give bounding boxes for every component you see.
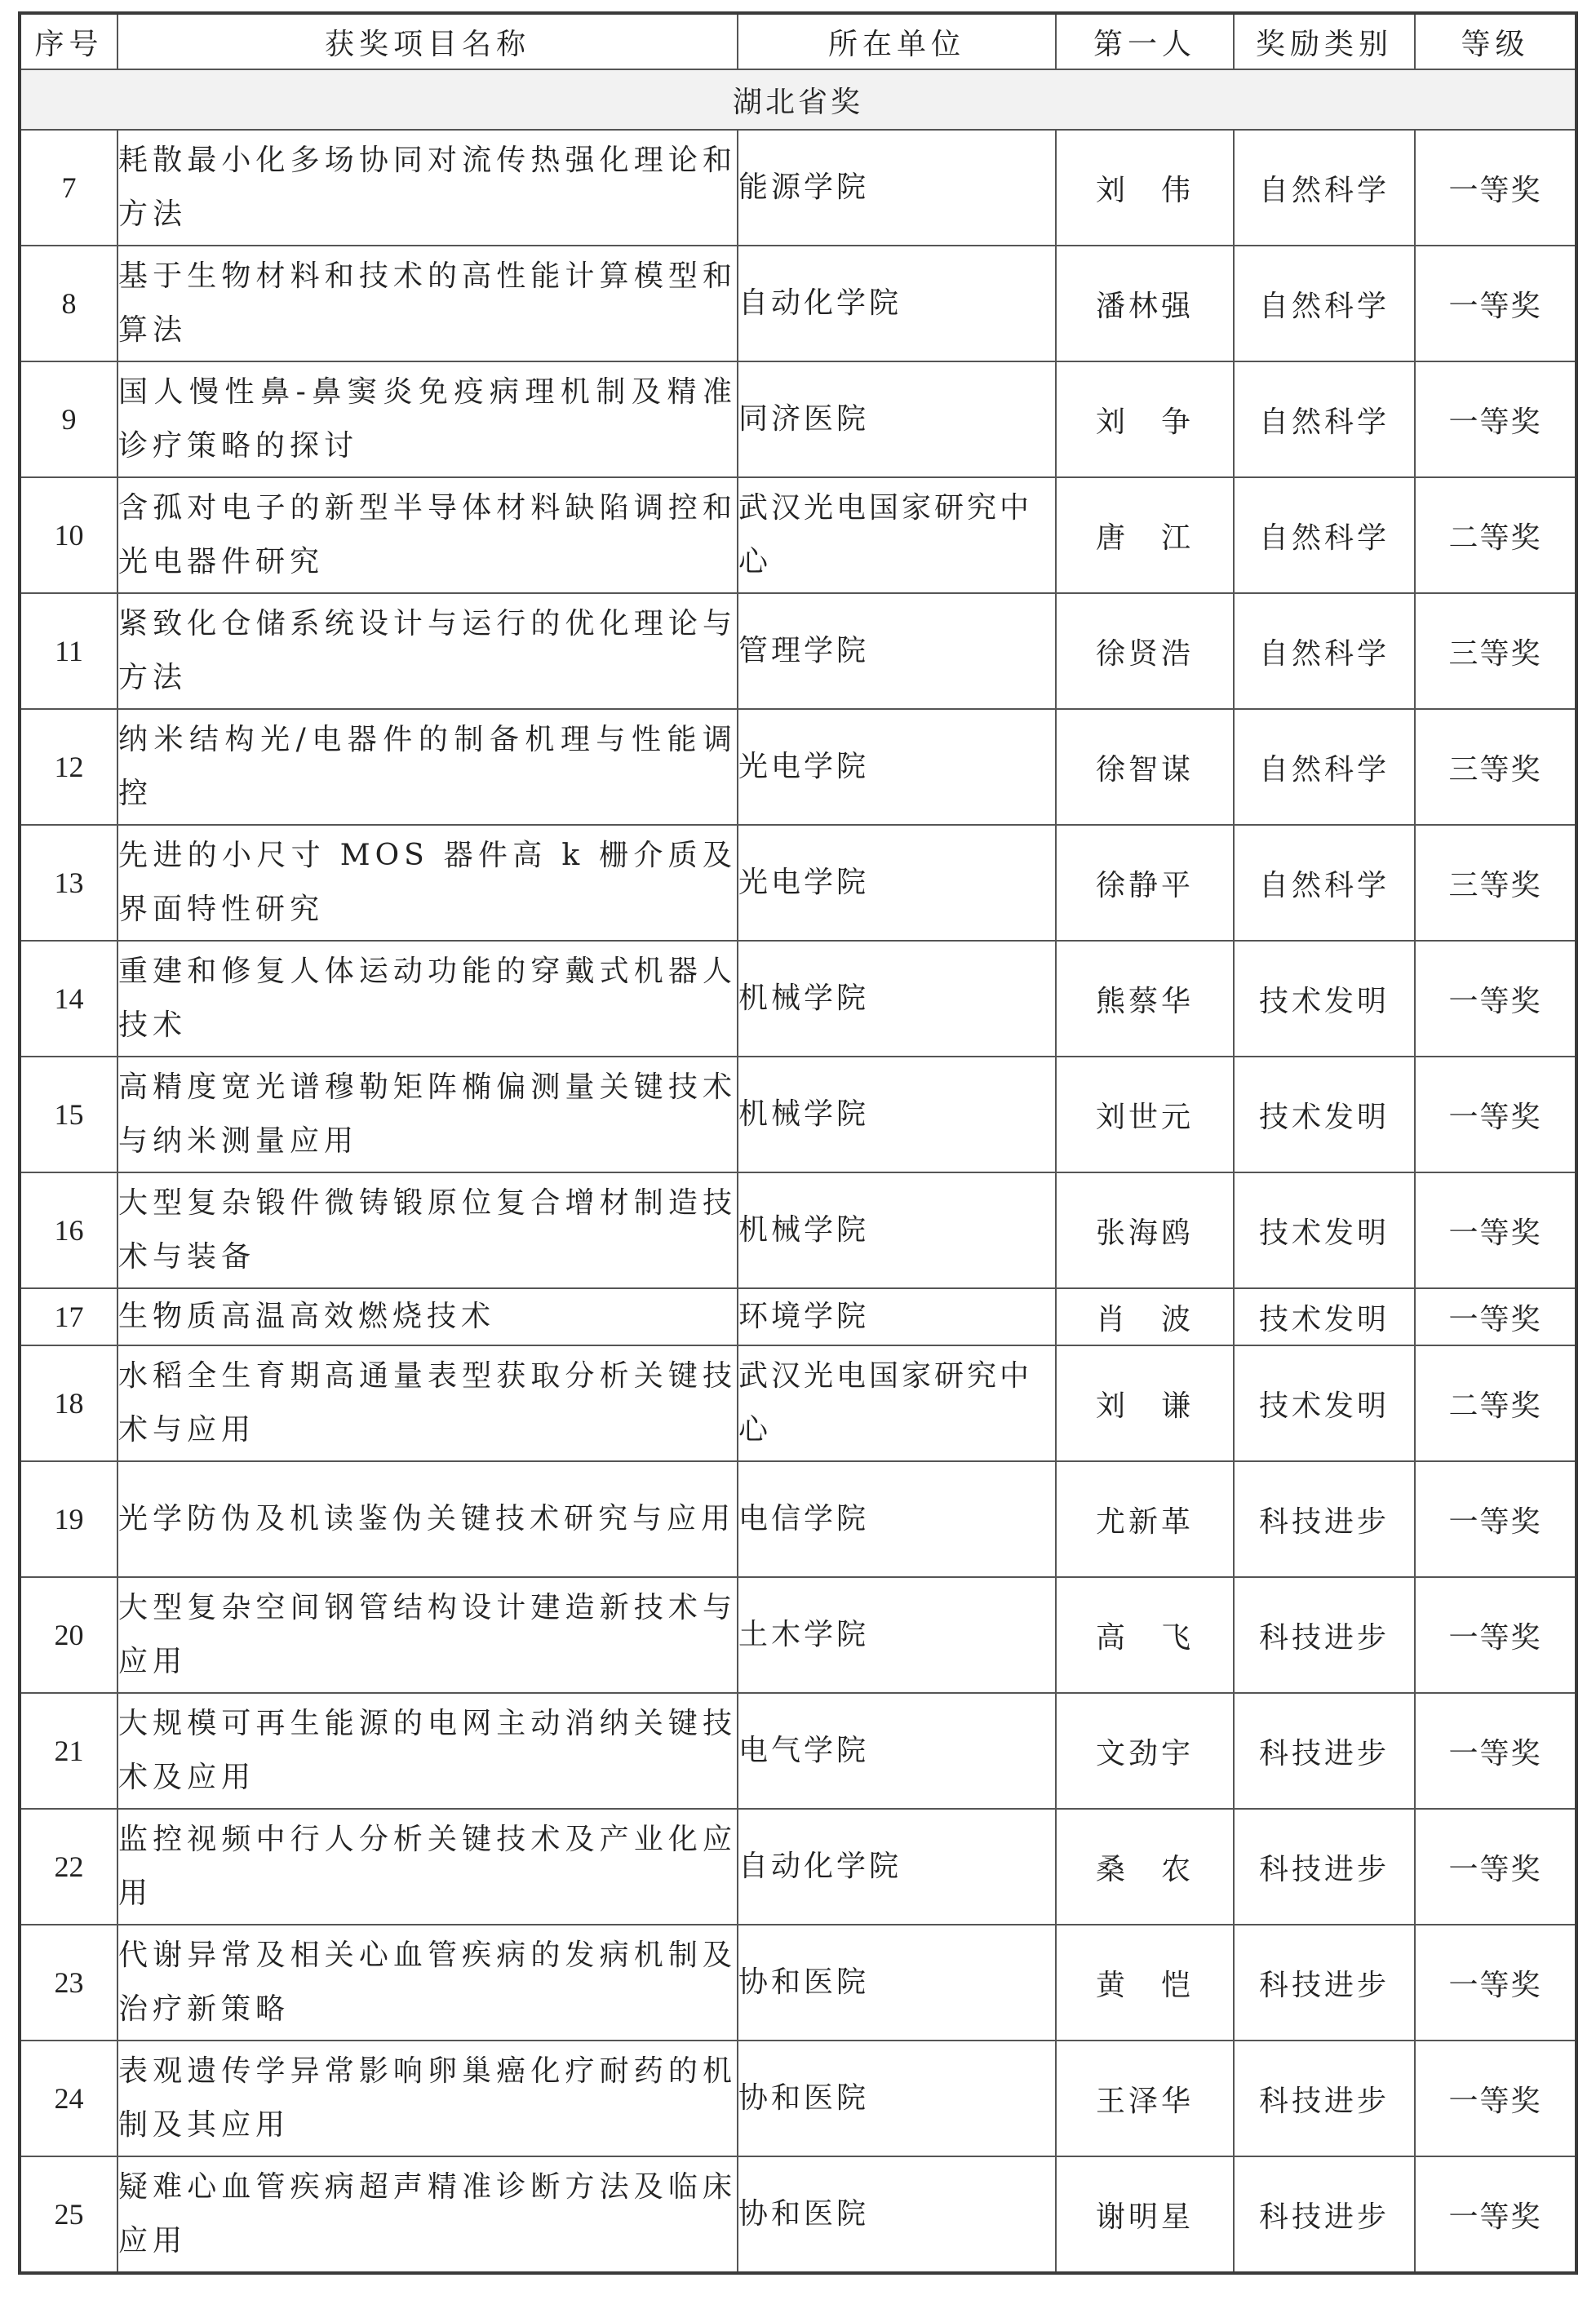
cell-first-person: 高 飞 bbox=[1056, 1577, 1234, 1693]
cell-project-name: 耗散最小化多场协同对流传热强化理论和方法 bbox=[117, 130, 738, 246]
cell-unit: 环境学院 bbox=[738, 1288, 1056, 1345]
cell-category: 科技进步 bbox=[1234, 1577, 1415, 1693]
cell-num: 24 bbox=[20, 2041, 117, 2156]
cell-unit: 机械学院 bbox=[738, 1057, 1056, 1172]
cell-project-name: 基于生物材料和技术的高性能计算模型和算法 bbox=[117, 246, 738, 361]
cell-first-person: 肖 波 bbox=[1056, 1288, 1234, 1345]
header-num: 序号 bbox=[20, 13, 117, 69]
cell-unit: 机械学院 bbox=[738, 941, 1056, 1057]
cell-category: 技术发明 bbox=[1234, 1057, 1415, 1172]
cell-level: 一等奖 bbox=[1415, 1288, 1576, 1345]
cell-project-name: 先进的小尺寸 MOS 器件高 k 栅介质及界面特性研究 bbox=[117, 825, 738, 941]
cell-first-person: 王泽华 bbox=[1056, 2041, 1234, 2156]
cell-unit: 自动化学院 bbox=[738, 1809, 1056, 1925]
cell-first-person: 刘 谦 bbox=[1056, 1345, 1234, 1461]
cell-level: 一等奖 bbox=[1415, 1693, 1576, 1809]
table-row bbox=[20, 1345, 1576, 1461]
cell-project-name: 生物质高温高效燃烧技术 bbox=[117, 1288, 738, 1345]
cell-num: 18 bbox=[20, 1345, 117, 1461]
cell-first-person: 熊蔡华 bbox=[1056, 941, 1234, 1057]
table-body bbox=[20, 69, 1576, 2273]
cell-category: 科技进步 bbox=[1234, 1809, 1415, 1925]
cell-first-person: 潘林强 bbox=[1056, 246, 1234, 361]
cell-level: 一等奖 bbox=[1415, 1925, 1576, 2041]
cell-num: 19 bbox=[20, 1461, 117, 1577]
table-row bbox=[20, 1809, 1576, 1925]
cell-first-person: 徐静平 bbox=[1056, 825, 1234, 941]
cell-category: 自然科学 bbox=[1234, 825, 1415, 941]
cell-unit: 土木学院 bbox=[738, 1577, 1056, 1693]
cell-project-name: 紧致化仓储系统设计与运行的优化理论与方法 bbox=[117, 593, 738, 709]
cell-unit: 武汉光电国家研究中心 bbox=[738, 477, 1056, 593]
cell-unit: 能源学院 bbox=[738, 130, 1056, 246]
table-row bbox=[20, 593, 1576, 709]
header-name: 获奖项目名称 bbox=[117, 13, 738, 69]
table-row bbox=[20, 2041, 1576, 2156]
table-row bbox=[20, 361, 1576, 477]
table-row bbox=[20, 709, 1576, 825]
cell-first-person: 尤新革 bbox=[1056, 1461, 1234, 1577]
cell-level: 一等奖 bbox=[1415, 1577, 1576, 1693]
cell-category: 自然科学 bbox=[1234, 130, 1415, 246]
cell-level: 三等奖 bbox=[1415, 825, 1576, 941]
cell-first-person: 徐智谋 bbox=[1056, 709, 1234, 825]
cell-level: 一等奖 bbox=[1415, 130, 1576, 246]
cell-num: 11 bbox=[20, 593, 117, 709]
cell-category: 科技进步 bbox=[1234, 1925, 1415, 2041]
cell-num: 21 bbox=[20, 1693, 117, 1809]
cell-unit: 机械学院 bbox=[738, 1172, 1056, 1288]
cell-level: 一等奖 bbox=[1415, 1172, 1576, 1288]
cell-num: 25 bbox=[20, 2156, 117, 2273]
section-title: 湖北省奖 bbox=[20, 69, 1576, 130]
table-row bbox=[20, 477, 1576, 593]
cell-category: 科技进步 bbox=[1234, 1461, 1415, 1577]
cell-first-person: 刘 伟 bbox=[1056, 130, 1234, 246]
cell-first-person: 黄 恺 bbox=[1056, 1925, 1234, 2041]
table-row bbox=[20, 2156, 1576, 2273]
cell-project-name: 大规模可再生能源的电网主动消纳关键技术及应用 bbox=[117, 1693, 738, 1809]
cell-project-name: 光学防伪及机读鉴伪关键技术研究与应用 bbox=[117, 1461, 738, 1577]
cell-category: 技术发明 bbox=[1234, 1172, 1415, 1288]
cell-unit: 管理学院 bbox=[738, 593, 1056, 709]
table-row bbox=[20, 1693, 1576, 1809]
cell-category: 技术发明 bbox=[1234, 941, 1415, 1057]
table-row bbox=[20, 825, 1576, 941]
cell-level: 三等奖 bbox=[1415, 593, 1576, 709]
cell-unit: 武汉光电国家研究中心 bbox=[738, 1345, 1056, 1461]
table-row bbox=[20, 941, 1576, 1057]
cell-category: 自然科学 bbox=[1234, 246, 1415, 361]
cell-unit: 光电学院 bbox=[738, 709, 1056, 825]
cell-level: 一等奖 bbox=[1415, 1461, 1576, 1577]
awards-table bbox=[18, 11, 1578, 2275]
cell-num: 20 bbox=[20, 1577, 117, 1693]
header-category: 奖励类别 bbox=[1234, 13, 1415, 69]
cell-num: 14 bbox=[20, 941, 117, 1057]
cell-project-name: 大型复杂锻件微铸锻原位复合增材制造技术与装备 bbox=[117, 1172, 738, 1288]
cell-unit: 光电学院 bbox=[738, 825, 1056, 941]
header-level: 等级 bbox=[1415, 13, 1576, 69]
cell-category: 科技进步 bbox=[1234, 1693, 1415, 1809]
cell-category: 技术发明 bbox=[1234, 1345, 1415, 1461]
cell-num: 13 bbox=[20, 825, 117, 941]
header-unit: 所在单位 bbox=[738, 13, 1056, 69]
table-row bbox=[20, 1577, 1576, 1693]
cell-num: 22 bbox=[20, 1809, 117, 1925]
cell-category: 科技进步 bbox=[1234, 2041, 1415, 2156]
cell-unit: 同济医院 bbox=[738, 361, 1056, 477]
cell-project-name: 高精度宽光谱穆勒矩阵椭偏测量关键技术与纳米测量应用 bbox=[117, 1057, 738, 1172]
cell-category: 自然科学 bbox=[1234, 593, 1415, 709]
header-person: 第一人 bbox=[1056, 13, 1234, 69]
cell-project-name: 重建和修复人体运动功能的穿戴式机器人技术 bbox=[117, 941, 738, 1057]
cell-category: 自然科学 bbox=[1234, 361, 1415, 477]
cell-first-person: 谢明星 bbox=[1056, 2156, 1234, 2273]
cell-project-name: 大型复杂空间钢管结构设计建造新技术与应用 bbox=[117, 1577, 738, 1693]
cell-category: 科技进步 bbox=[1234, 2156, 1415, 2273]
cell-category: 自然科学 bbox=[1234, 709, 1415, 825]
table-row bbox=[20, 1057, 1576, 1172]
cell-level: 一等奖 bbox=[1415, 2156, 1576, 2273]
cell-num: 12 bbox=[20, 709, 117, 825]
cell-level: 一等奖 bbox=[1415, 361, 1576, 477]
cell-first-person: 文劲宇 bbox=[1056, 1693, 1234, 1809]
table-row bbox=[20, 246, 1576, 361]
cell-project-name: 水稻全生育期高通量表型获取分析关键技术与应用 bbox=[117, 1345, 738, 1461]
cell-project-name: 纳米结构光/电器件的制备机理与性能调控 bbox=[117, 709, 738, 825]
cell-project-name: 监控视频中行人分析关键技术及产业化应用 bbox=[117, 1809, 738, 1925]
cell-num: 9 bbox=[20, 361, 117, 477]
cell-num: 8 bbox=[20, 246, 117, 361]
cell-first-person: 桑 农 bbox=[1056, 1809, 1234, 1925]
cell-project-name: 表观遗传学异常影响卵巢癌化疗耐药的机制及其应用 bbox=[117, 2041, 738, 2156]
section-row bbox=[20, 69, 1576, 130]
cell-level: 一等奖 bbox=[1415, 1057, 1576, 1172]
table-row bbox=[20, 1172, 1576, 1288]
table-row bbox=[20, 1461, 1576, 1577]
cell-unit: 电气学院 bbox=[738, 1693, 1056, 1809]
cell-level: 二等奖 bbox=[1415, 477, 1576, 593]
cell-level: 一等奖 bbox=[1415, 246, 1576, 361]
table-row bbox=[20, 1288, 1576, 1345]
cell-first-person: 刘世元 bbox=[1056, 1057, 1234, 1172]
cell-num: 17 bbox=[20, 1288, 117, 1345]
cell-category: 技术发明 bbox=[1234, 1288, 1415, 1345]
cell-num: 7 bbox=[20, 130, 117, 246]
cell-project-name: 国人慢性鼻-鼻窦炎免疫病理机制及精准诊疗策略的探讨 bbox=[117, 361, 738, 477]
cell-first-person: 唐 江 bbox=[1056, 477, 1234, 593]
cell-unit: 协和医院 bbox=[738, 2156, 1056, 2273]
cell-project-name: 含孤对电子的新型半导体材料缺陷调控和光电器件研究 bbox=[117, 477, 738, 593]
cell-unit: 协和医院 bbox=[738, 1925, 1056, 2041]
cell-level: 一等奖 bbox=[1415, 1809, 1576, 1925]
table-header-row bbox=[20, 13, 1576, 69]
cell-unit: 电信学院 bbox=[738, 1461, 1056, 1577]
cell-category: 自然科学 bbox=[1234, 477, 1415, 593]
table-row bbox=[20, 130, 1576, 246]
cell-first-person: 刘 争 bbox=[1056, 361, 1234, 477]
cell-unit: 协和医院 bbox=[738, 2041, 1056, 2156]
cell-unit: 自动化学院 bbox=[738, 246, 1056, 361]
cell-first-person: 徐贤浩 bbox=[1056, 593, 1234, 709]
cell-level: 一等奖 bbox=[1415, 941, 1576, 1057]
table-row bbox=[20, 1925, 1576, 2041]
cell-num: 15 bbox=[20, 1057, 117, 1172]
cell-num: 23 bbox=[20, 1925, 117, 2041]
cell-num: 16 bbox=[20, 1172, 117, 1288]
cell-project-name: 疑难心血管疾病超声精准诊断方法及临床应用 bbox=[117, 2156, 738, 2273]
cell-num: 10 bbox=[20, 477, 117, 593]
cell-first-person: 张海鸥 bbox=[1056, 1172, 1234, 1288]
cell-level: 一等奖 bbox=[1415, 2041, 1576, 2156]
cell-project-name: 代谢异常及相关心血管疾病的发病机制及治疗新策略 bbox=[117, 1925, 738, 2041]
cell-level: 二等奖 bbox=[1415, 1345, 1576, 1461]
cell-level: 三等奖 bbox=[1415, 709, 1576, 825]
